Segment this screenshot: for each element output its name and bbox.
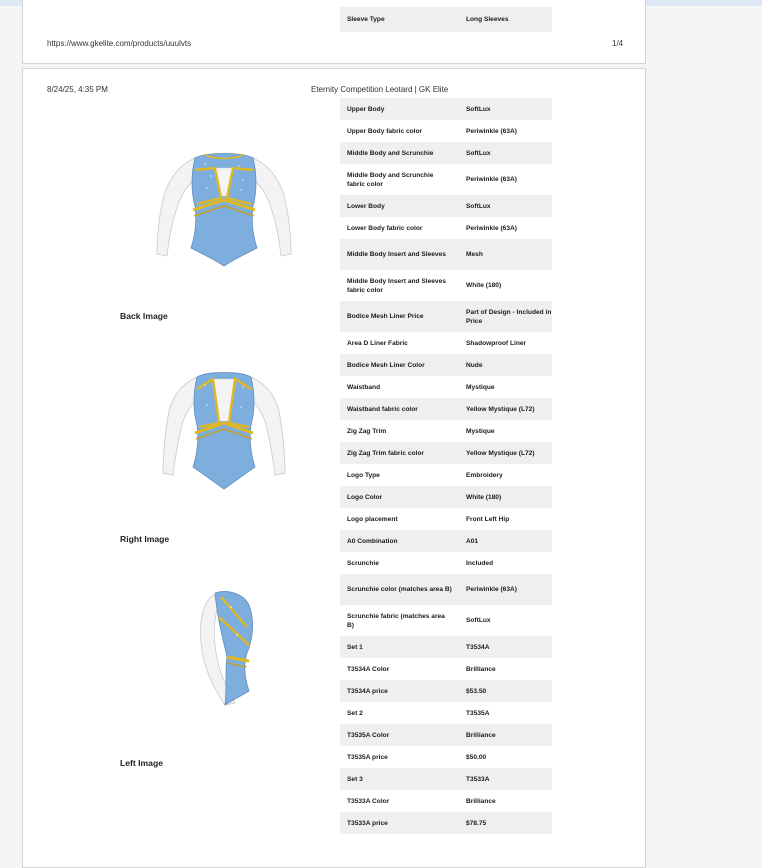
table-row (340, 530, 552, 552)
spec-value: Mystique (459, 420, 552, 442)
footer-url[interactable]: https://www.gkelite.com/products/uuulvts (47, 39, 192, 48)
table-row (340, 574, 552, 605)
spec-label: Logo placement (340, 508, 459, 530)
spec-table (340, 98, 552, 834)
spec-value: $78.75 (459, 812, 552, 834)
spec-value: Mesh (459, 239, 552, 270)
spec-value: T3533A (459, 768, 552, 790)
spec-value: Part of Design - Included in Price (459, 301, 552, 332)
spec-label: Waistband (340, 376, 459, 398)
spec-value: Embroidery (459, 464, 552, 486)
caption-right-image: Right Image (120, 534, 170, 544)
spec-value: $50.00 (459, 746, 552, 768)
table-row (340, 7, 552, 32)
table-row (340, 768, 552, 790)
spec-label: Scrunchie (340, 552, 459, 574)
spec-value: Brilliance (459, 658, 552, 680)
table-row (340, 605, 552, 636)
spec-value: Front Left Hip (459, 508, 552, 530)
spec-label: Bodice Mesh Liner Price (340, 301, 459, 332)
spec-label: T3533A Color (340, 790, 459, 812)
spec-label: Middle Body and Scrunchie fabric color (340, 164, 459, 195)
page-number: 1/4 (612, 39, 624, 48)
table-row (340, 239, 552, 270)
table-row (340, 354, 552, 376)
table-row (340, 270, 552, 301)
spec-value: Brilliance (459, 724, 552, 746)
spec-label: Area D Liner Fabric (340, 332, 459, 354)
spec-label: Middle Body Insert and Sleeves fabric color (340, 270, 459, 301)
spec-value: Brilliance (459, 790, 552, 812)
spec-label: Upper Body fabric color (340, 120, 459, 142)
table-row (340, 420, 552, 442)
table-row (340, 464, 552, 486)
table-row (340, 98, 552, 120)
spec-value: White (180) (459, 486, 552, 508)
spec-label: Set 3 (340, 768, 459, 790)
table-row (340, 702, 552, 724)
spec-label: Middle Body and Scrunchie (340, 142, 459, 164)
spec-label: Logo Color (340, 486, 459, 508)
table-row (340, 398, 552, 420)
table-row (340, 376, 552, 398)
spec-value: Periwinkle (63A) (459, 217, 552, 239)
caption-back-image: Back Image (120, 311, 168, 321)
spec-label: Logo Type (340, 464, 459, 486)
table-row (340, 636, 552, 658)
spec-value: Periwinkle (63A) (459, 164, 552, 195)
table-row (340, 724, 552, 746)
table-row (340, 486, 552, 508)
spec-label: Middle Body Insert and Sleeves (340, 239, 459, 270)
table-row (340, 332, 552, 354)
table-row (340, 195, 552, 217)
table-row (340, 142, 552, 164)
table-row (340, 301, 552, 332)
spec-label: Sleeve Type (340, 7, 459, 32)
spec-value: T3535A (459, 702, 552, 724)
spec-label: T3534A price (340, 680, 459, 702)
spec-label: Bodice Mesh Liner Color (340, 354, 459, 376)
spec-value: Nude (459, 354, 552, 376)
spec-value: T3534A (459, 636, 552, 658)
spec-label: T3535A Color (340, 724, 459, 746)
spec-value: Yellow Mystique (L72) (459, 398, 552, 420)
spec-label: T3533A price (340, 812, 459, 834)
table-row (340, 442, 552, 464)
spec-label: Lower Body (340, 195, 459, 217)
table-row (340, 746, 552, 768)
table-row (340, 552, 552, 574)
table-row (340, 217, 552, 239)
pdf-page-2 (22, 68, 646, 868)
spec-value: Long Sleeves (459, 7, 552, 32)
leotard-left-image (191, 587, 263, 719)
caption-left-image: Left Image (120, 758, 163, 768)
spec-value: SoftLux (459, 605, 552, 636)
table-row (340, 508, 552, 530)
spec-label: Scrunchie fabric (matches area B) (340, 605, 459, 636)
table-row (340, 658, 552, 680)
spec-label: Scrunchie color (matches area B) (340, 574, 459, 605)
header-date: 8/24/25, 4:35 PM (47, 85, 108, 94)
table-row (340, 164, 552, 195)
spec-label: T3534A Color (340, 658, 459, 680)
spec-value: Mystique (459, 376, 552, 398)
spec-value: SoftLux (459, 142, 552, 164)
spec-label: Waistband fabric color (340, 398, 459, 420)
spec-label: Set 2 (340, 702, 459, 724)
spec-value: Shadowproof Liner (459, 332, 552, 354)
spec-value: Included (459, 552, 552, 574)
leotard-right-image (157, 365, 291, 493)
spec-value: SoftLux (459, 98, 552, 120)
spec-value: Periwinkle (63A) (459, 120, 552, 142)
spec-value: A01 (459, 530, 552, 552)
spec-label: T3535A price (340, 746, 459, 768)
spec-label: Zig Zag Trim fabric color (340, 442, 459, 464)
spec-label: Zig Zag Trim (340, 420, 459, 442)
spec-value: Periwinkle (63A) (459, 574, 552, 605)
header-title: Eternity Competition Leotard | GK Elite (311, 85, 449, 94)
table-row (340, 680, 552, 702)
spec-label: Upper Body (340, 98, 459, 120)
spec-label: Set 1 (340, 636, 459, 658)
table-row (340, 790, 552, 812)
table-row (340, 812, 552, 834)
spec-value: White (180) (459, 270, 552, 301)
table-row (340, 120, 552, 142)
spec-value: $53.50 (459, 680, 552, 702)
spec-table-page-1 (340, 7, 552, 32)
leotard-back-image (153, 144, 295, 269)
spec-label: Lower Body fabric color (340, 217, 459, 239)
spec-label: A0 Combination (340, 530, 459, 552)
spec-value: Yellow Mystique (L72) (459, 442, 552, 464)
spec-value: SoftLux (459, 195, 552, 217)
pdf-page-1 (22, 0, 646, 64)
